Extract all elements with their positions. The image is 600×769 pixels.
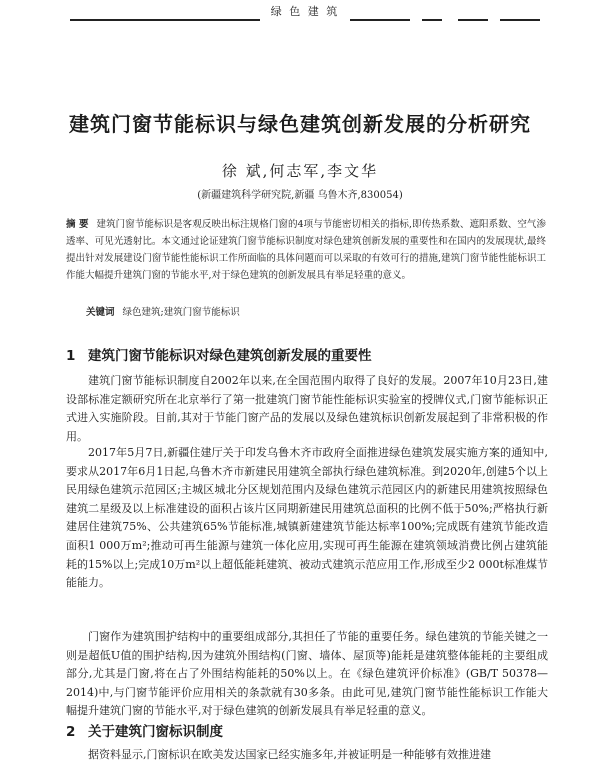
keywords [86, 304, 546, 318]
body-paragraph: 建筑门窗节能标识制度自2002年以来,在全国范围内取得了良好的发展。2007年10月23日,建设部标准定额研究所在北京举行了第一批建筑门窗节能性能标识实验室的授牌仪式,门窗节能标识正式进入实施阶段。目前,其对于节能门窗产品的发展以及绿色建筑标识创新发展起到了非常积极的作用。 [66, 374, 548, 443]
body-paragraph: 门窗作为建筑围护结构中的重要组成部分,其担任了节能的重要任务。绿色建筑的节能关键之一则是超低U值的围护结构,因为建筑外围结构(门窗、墙体、屋顶等)能耗是建筑整体能耗的主要组成部分,尤其是门窗,将在占了外围结构能耗的50%以上。在《绿色建筑评价标准》(GB/T 50378—2014)中,与门窗节能评价应用相关的条款就有30多条。由此可见,建筑门窗节能性能标识工作能大幅提升建筑门窗的节能水平,对于绿色建筑的创新发展具有举足轻重的意义。 [66, 630, 548, 718]
paper-title: 建筑门窗节能标识与绿色建筑创新发展的分析研究 [69, 112, 531, 136]
section-number: 2 [66, 724, 76, 740]
header-rule [500, 19, 540, 21]
header-rule [350, 19, 410, 21]
section-heading [66, 720, 546, 740]
section-number: 1 [66, 348, 76, 364]
section-heading [66, 344, 546, 364]
running-header [70, 0, 540, 22]
section-label: 绿 色 建 筑 [270, 5, 340, 18]
abstract-label: 摘 要 [66, 219, 89, 230]
body-paragraph: 2017年5月7日,新疆住建厅关于印发乌鲁木齐市政府全面推进绿色建筑发展实施方案的通知中,要求从2017年6月1日起,乌鲁木齐市新建民用建筑全部执行绿色建筑标准。到2020年,创建5个以上民用绿色建筑示范园区;主城区城北分区规划范围内及绿色建筑示范园区内的新建民用建筑按照绿色建筑二星级及以上标准建设的面积占该片区同期新建民用建筑总面积的比例不低于50%;严格执行新建居住建筑75%、公共建筑65%节能标准,城镇新建建筑节能达标率100%;完成既有建筑节能改造面积1 000万m²;推动可再生能源与建筑一体化应用,实现可再生能源在建筑领域消费比例占建筑能耗的15%以上;完成10万m²以上超低能耗建筑、被动式建筑示范应用工作,形成至少2 000t标准煤节能能力。 [66, 446, 548, 590]
header-rule [422, 19, 442, 21]
keywords-text: 绿色建筑;建筑门窗节能标识 [122, 307, 240, 318]
section-title: 建筑门窗节能标识对绿色建筑创新发展的重要性 [88, 348, 372, 364]
abstract-text: 建筑门窗节能标识是客观反映出标注规格门窗的4项与节能密切相关的指标,即传热系数、遮阳系数、空气渗透率、可见光透射比。本文通过论证建筑门窗节能标识制度对绿色建筑创新发展的重要性和在国内的发展现状,最终提出针对发展建设门窗节能性能标识工作所面临的具体问题而可以采取的有效可行的措施,建筑门窗节能性能标识工作能大幅提升建筑门窗的节能水平,对于绿色建筑的创新发展具有举足轻重的意义。 [66, 219, 546, 281]
header-rule [458, 19, 488, 21]
keywords-label: 关键词 [86, 307, 115, 318]
section-title: 关于建筑门窗标识制度 [88, 724, 223, 740]
affiliation: (新疆建筑科学研究院,新疆 乌鲁木齐,830054) [197, 190, 403, 201]
authors: 徐 斌,何志军,李文华 [221, 162, 379, 180]
abstract [66, 216, 546, 284]
body-paragraph: 据资料显示,门窗标识在欧美发达国家已经实施多年,并被证明是一种能够有效推进建 [88, 748, 491, 761]
header-rule [70, 19, 260, 21]
